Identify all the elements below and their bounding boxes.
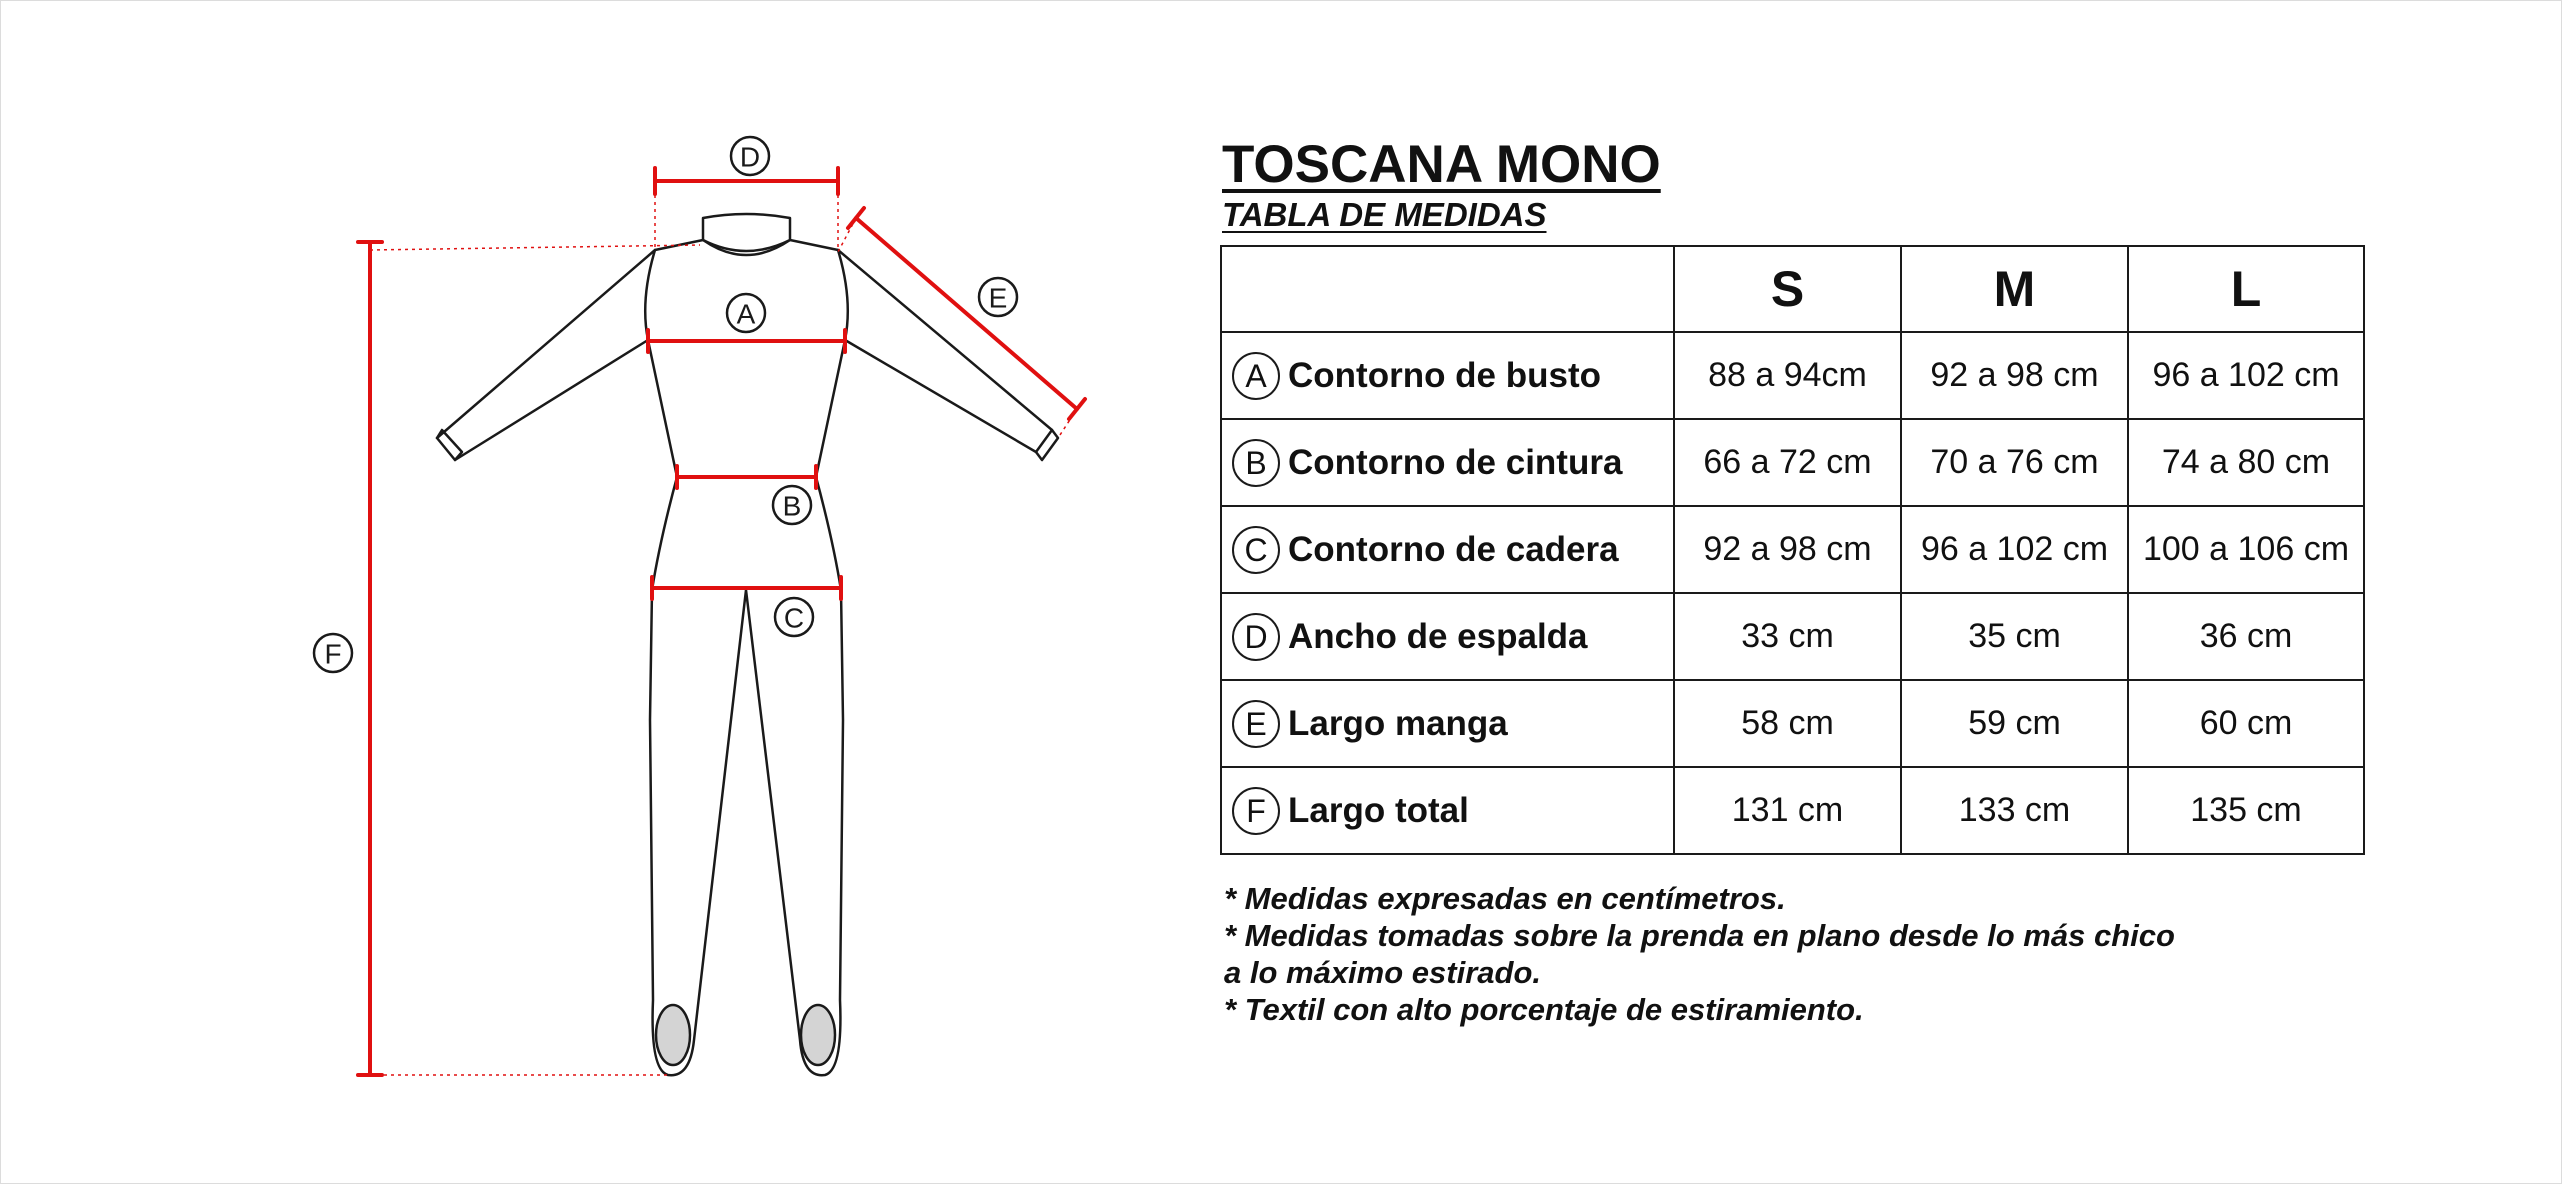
table-row (1221, 767, 2364, 854)
table-cell: 96 a 102 cm (2128, 332, 2364, 419)
row-key-badge: B (1232, 439, 1280, 487)
table-row (1221, 506, 2364, 593)
row-label-cell (1221, 332, 1674, 419)
note-line: * Medidas tomadas sobre la prenda en plano desde lo más chico (1224, 918, 2175, 953)
table-cell: 88 a 94cm (1674, 332, 1901, 419)
row-label: Largo total (1288, 790, 1469, 830)
marker-f-letter: F (324, 638, 342, 670)
garment-left-sleeve-outline (437, 250, 655, 460)
table-header-size-l: L (2128, 246, 2364, 332)
table-cell: 33 cm (1674, 593, 1901, 680)
row-key-badge: F (1232, 787, 1280, 835)
table-row (1221, 680, 2364, 767)
table-header-size-m: M (1901, 246, 2128, 332)
row-key-badge: A (1232, 352, 1280, 400)
table-row (1221, 593, 2364, 680)
note-line: * Textil con alto porcentaje de estiramiento. (1224, 992, 1864, 1027)
table-cell: 100 a 106 cm (2128, 506, 2364, 593)
garment-legs-outline (650, 477, 843, 1075)
garment-diagram (250, 120, 1150, 1100)
notes-block (1224, 880, 2175, 1028)
table-row (1221, 419, 2364, 506)
document-subtitle: TABLA DE MEDIDAS (1222, 196, 1547, 233)
marker-e-letter: E (988, 282, 1008, 314)
table-cell: 60 cm (2128, 680, 2364, 767)
garment-right-cuff (1036, 430, 1058, 460)
row-label: Largo manga (1288, 703, 1508, 743)
table-cell: 74 a 80 cm (2128, 419, 2364, 506)
row-key-badge: E (1232, 700, 1280, 748)
table-cell: 70 a 76 cm (1901, 419, 2128, 506)
row-label: Contorno de busto (1288, 355, 1602, 395)
row-label: Contorno de cintura (1288, 442, 1623, 482)
row-label: Ancho de espalda (1288, 616, 1588, 656)
garment-collar-outline (703, 214, 790, 255)
row-label-cell (1221, 506, 1674, 593)
row-label-cell (1221, 593, 1674, 680)
table-cell: 66 a 72 cm (1674, 419, 1901, 506)
table-header-blank (1221, 246, 1674, 332)
row-key-badge: C (1232, 526, 1280, 574)
marker-c-letter: C (783, 602, 805, 634)
marker-b-letter: B (782, 490, 802, 522)
marker-a-letter: A (736, 298, 756, 330)
table-cell: 92 a 98 cm (1674, 506, 1901, 593)
table-header-size-s: S (1674, 246, 1901, 332)
table-cell: 131 cm (1674, 767, 1901, 854)
garment-left-foot (656, 1005, 690, 1065)
table-cell: 59 cm (1901, 680, 2128, 767)
measure-line-e (856, 218, 1077, 409)
note-line: * Medidas expresadas en centímetros. (1224, 881, 1786, 916)
garment-right-sleeve-outline (838, 250, 1052, 452)
table-cell: 135 cm (2128, 767, 2364, 854)
size-table (1220, 245, 2365, 855)
garment-torso-outline (645, 240, 848, 477)
table-header-row (1221, 246, 2364, 332)
table-cell: 92 a 98 cm (1901, 332, 2128, 419)
table-row (1221, 332, 2364, 419)
table-cell: 36 cm (2128, 593, 2364, 680)
note-line: a lo máximo estirado. (1224, 955, 1541, 990)
table-cell: 96 a 102 cm (1901, 506, 2128, 593)
table-cell: 35 cm (1901, 593, 2128, 680)
guide-f-top (370, 245, 700, 250)
document-title: TOSCANA MONO (1222, 135, 1661, 194)
row-label: Contorno de cadera (1288, 529, 1619, 569)
garment-right-foot (801, 1005, 835, 1065)
row-key-badge: D (1232, 613, 1280, 661)
table-cell: 133 cm (1901, 767, 2128, 854)
row-label-cell (1221, 680, 1674, 767)
row-label-cell (1221, 419, 1674, 506)
marker-d-letter: D (739, 141, 761, 173)
table-cell: 58 cm (1674, 680, 1901, 767)
row-label-cell (1221, 767, 1674, 854)
